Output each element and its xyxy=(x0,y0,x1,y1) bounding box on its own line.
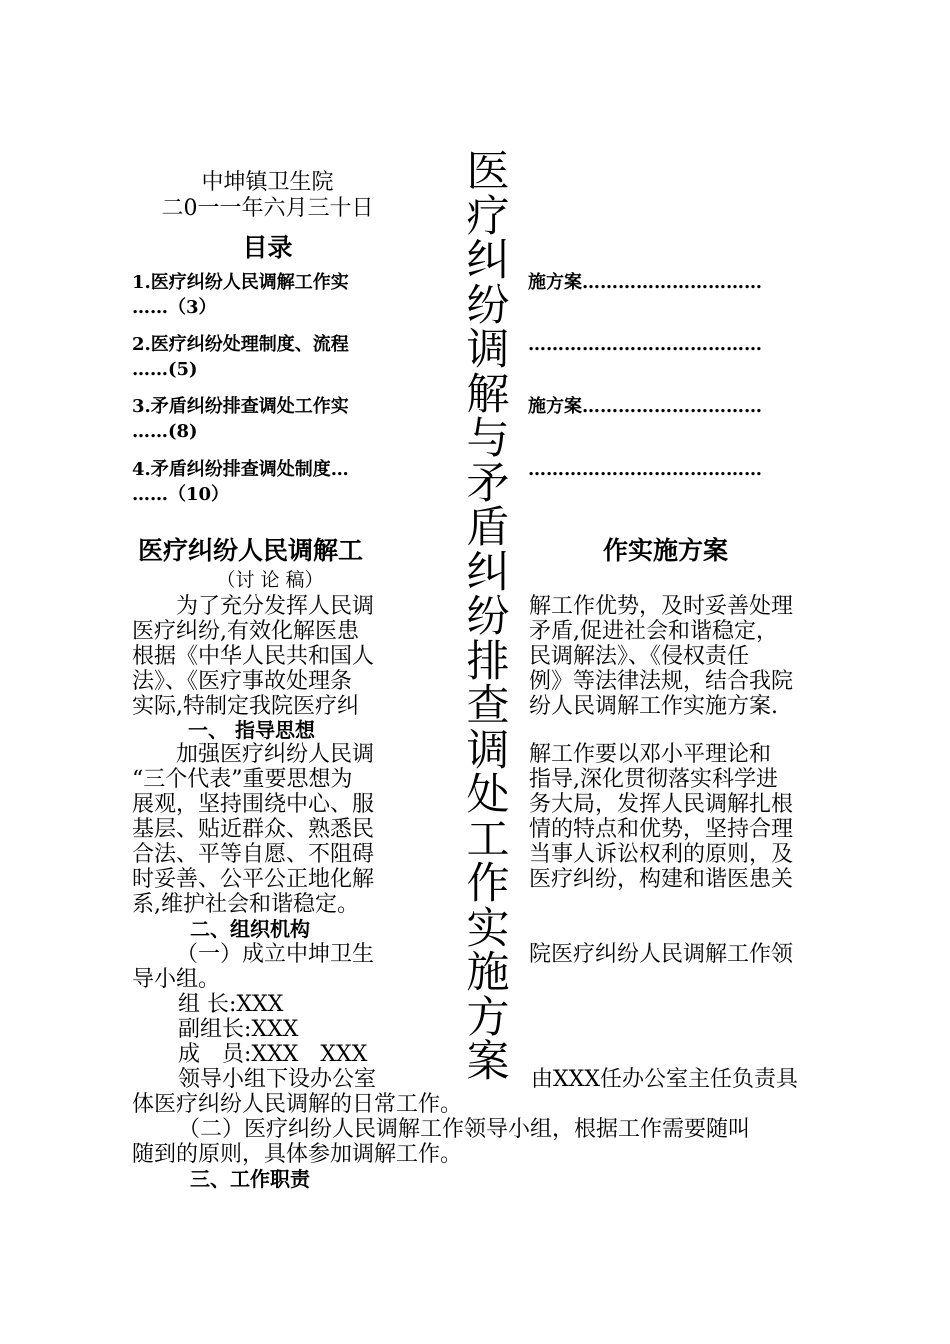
guide-right-line: 医疗纠纷，构建和谐医患关 xyxy=(529,867,794,892)
intro-left-line: 医疗纠纷,有效化解医患 xyxy=(132,619,359,644)
toc-item-4-left[interactable]: 4.矛盾纠纷排查调处制度… xyxy=(132,459,349,480)
intro-right-line: 民调解法》、《侵权责任 xyxy=(529,644,750,669)
guide-left-line: 加强医疗纠纷人民调 xyxy=(176,742,375,767)
org2-line-1: （二）医疗纠纷人民调解工作领导小组，根据工作需要随叫 xyxy=(178,1117,751,1142)
member-staff: 成 员:XXX XXX xyxy=(178,1042,368,1067)
guide-left-line: “三个代表”重要思想为 xyxy=(132,767,353,792)
guide-left-line: 合法、平等自愿、不阻碍 xyxy=(132,842,375,867)
document-date: 二0一一年六月三十日 xyxy=(161,196,374,221)
intro-right-line: 纷人民调解工作实施方案. xyxy=(529,694,778,719)
intro-left-line: 根据《中华人民共和国人 xyxy=(132,644,375,669)
org-left-line-1: （一）成立中坤卫生 xyxy=(176,942,375,967)
heading-guiding-thought: 一、 指导思想 xyxy=(188,718,315,742)
draft-note: （讨 论 稿） xyxy=(216,569,324,591)
office-right: 由XXX任办公室主任负责具 xyxy=(531,1067,798,1092)
vertical-document-title: 医疗纠纷调解与矛盾纠纷排查调处工作实施方案 xyxy=(466,147,510,1087)
toc-item-3-left[interactable]: 3.矛盾纠纷排查调处工作实 xyxy=(132,396,349,417)
guide-right-line: 指导,深化贯彻落实科学进 xyxy=(529,767,778,792)
toc-item-2-page[interactable]: ……(5) xyxy=(132,359,198,380)
guide-left-line: 系,维护社会和谐稳定。 xyxy=(132,892,359,917)
toc-item-1-right[interactable]: 施方案………………………… xyxy=(528,272,762,293)
guide-right xyxy=(529,742,793,892)
org-right-line-1: 院医疗纠纷人民调解工作领 xyxy=(529,942,794,967)
guide-right-line: 解工作要以邓小平理论和 xyxy=(529,742,772,767)
section-title-left: 医疗纠纷人民调解工 xyxy=(138,536,364,565)
toc-item-3-page[interactable]: ……(8) xyxy=(132,421,198,442)
intro-left-line: 法》、《医疗事故处理条 xyxy=(132,669,353,694)
toc-item-4-page[interactable]: ……（10） xyxy=(132,484,230,505)
toc-item-1-page[interactable]: ……（3） xyxy=(132,297,217,318)
intro-left-line: 实际,特制定我院医疗纠 xyxy=(132,694,359,719)
office-left: 领导小组下设办公室 xyxy=(178,1067,377,1092)
member-leader: 组 长:XXX xyxy=(178,992,284,1017)
guide-left-line: 基层、贴近群众、熟悉民 xyxy=(132,817,375,842)
toc-item-2-left[interactable]: 2.医疗纠纷处理制度、流程 xyxy=(132,334,349,355)
heading-responsibilities: 三、工作职责 xyxy=(190,1167,310,1191)
intro-left-line: 为了充分发挥人民调 xyxy=(176,594,375,619)
toc-item-1-left[interactable]: 1.医疗纠纷人民调解工作实 xyxy=(132,272,349,293)
intro-right-line: 矛盾,促进社会和谐稳定， xyxy=(529,619,778,644)
intro-right-line: 解工作优势，及时妥善处理 xyxy=(529,594,794,619)
intro-right xyxy=(529,594,793,719)
toc-title: 目录 xyxy=(242,233,293,262)
org-left-line-2: 导小组。 xyxy=(132,967,221,992)
intro-right-line: 例》等法律法规，结合我院 xyxy=(529,669,794,694)
guide-right-line: 务大局，发挥人民调解扎根 xyxy=(529,792,794,817)
office-continuation: 体医疗纠纷人民调解的日常工作。 xyxy=(132,1092,463,1117)
section-title-right: 作实施方案 xyxy=(603,536,729,565)
guide-left-line: 时妥善、公平公正地化解 xyxy=(132,867,375,892)
intro-left xyxy=(132,594,374,719)
member-deputy: 副组长:XXX xyxy=(178,1017,299,1042)
guide-left-line: 展观，坚持围绕中心、服 xyxy=(132,792,375,817)
toc-item-2-right[interactable]: ………………………………… xyxy=(528,334,762,355)
org2-line-2: 随到的原则，具体参加调解工作。 xyxy=(132,1142,463,1167)
members-list xyxy=(178,992,367,1067)
org-name: 中坤镇卫生院 xyxy=(201,170,334,195)
guide-right-line: 情的特点和优势，坚持合理 xyxy=(529,817,794,842)
guide-left xyxy=(132,742,374,917)
guide-right-line: 当事人诉讼权利的原则，及 xyxy=(529,842,794,867)
toc-item-3-right[interactable]: 施方案………………………… xyxy=(528,396,762,417)
heading-organization: 二、组织机构 xyxy=(190,917,310,941)
toc-item-4-right[interactable]: ………………………………… xyxy=(528,459,762,480)
